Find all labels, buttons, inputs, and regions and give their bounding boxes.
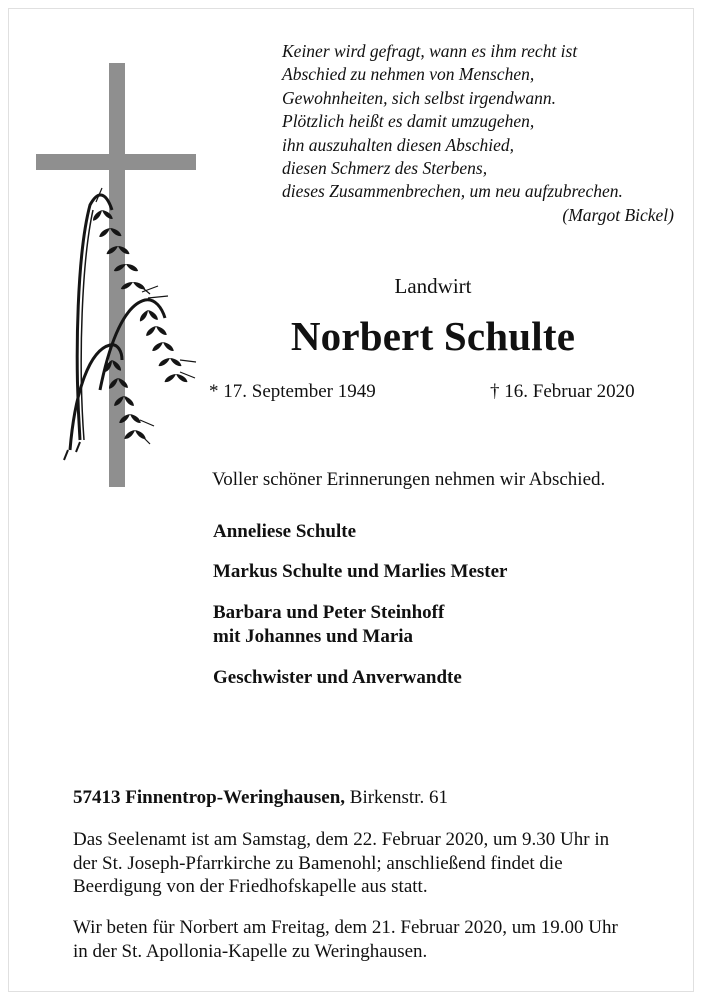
poem-line: ihn auszuhalten diesen Abschied, [282,134,515,155]
deceased-name: Norbert Schulte [290,313,576,359]
requiem-line: Beerdigung von der Friedhofskapelle aus statt. [73,876,428,897]
poem-line: Keiner wird gefragt, wann es ihm recht ist [282,41,578,61]
prayer-line: Wir beten für Norbert am Freitag, dem 21. Februar 2020, um 19.00 Uhr [73,917,618,938]
mourner-name: Anneliese Schulte [213,521,357,542]
poem-author: (Margot Bickel) [562,204,674,225]
address [73,787,448,809]
address-street: Birkenstr. 61 [345,787,448,808]
requiem-line: Das Seelenamt ist am Samstag, dem 22. Februar 2020, um 9.30 Uhr in [73,829,610,850]
requiem-line: der St. Joseph-Pfarrkirche zu Bamenohl; anschließend findet die [73,852,563,874]
mourner-name: mit Johannes und Maria [213,626,414,647]
poem-line: Plötzlich heißt es damit umzugehen, [282,111,535,132]
poem [282,40,674,227]
mourner-name: Barbara und Peter Steinhoff [213,602,445,623]
requiem-info [73,828,609,899]
poem-line: diesen Schmerz des Sterbens, [282,158,488,179]
poem-line: Gewohnheiten, sich selbst irgendwann. [282,87,556,108]
poem-line: dieses Zusammenbrechen, um neu aufzubrechen. [282,181,623,202]
mourner-name: Geschwister und Anverwandte [213,667,462,688]
deceased-occupation: Landwirt [394,274,472,298]
prayer-info [73,916,618,963]
death-date: † 16. Februar 2020 [490,381,635,402]
poem-line: Abschied zu nehmen von Menschen, [282,64,535,85]
address-place: 57413 Finnentrop-Weringhausen, [73,787,346,808]
farewell-text: Voller schöner Erinnerungen nehmen wir Abschied. [212,469,606,490]
prayer-line: in der St. Apollonia-Kapelle zu Weringhausen. [73,940,428,962]
birth-date: * 17. September 1949 [209,381,376,402]
mourner-name: Markus Schulte und Marlies Mester [213,561,508,582]
